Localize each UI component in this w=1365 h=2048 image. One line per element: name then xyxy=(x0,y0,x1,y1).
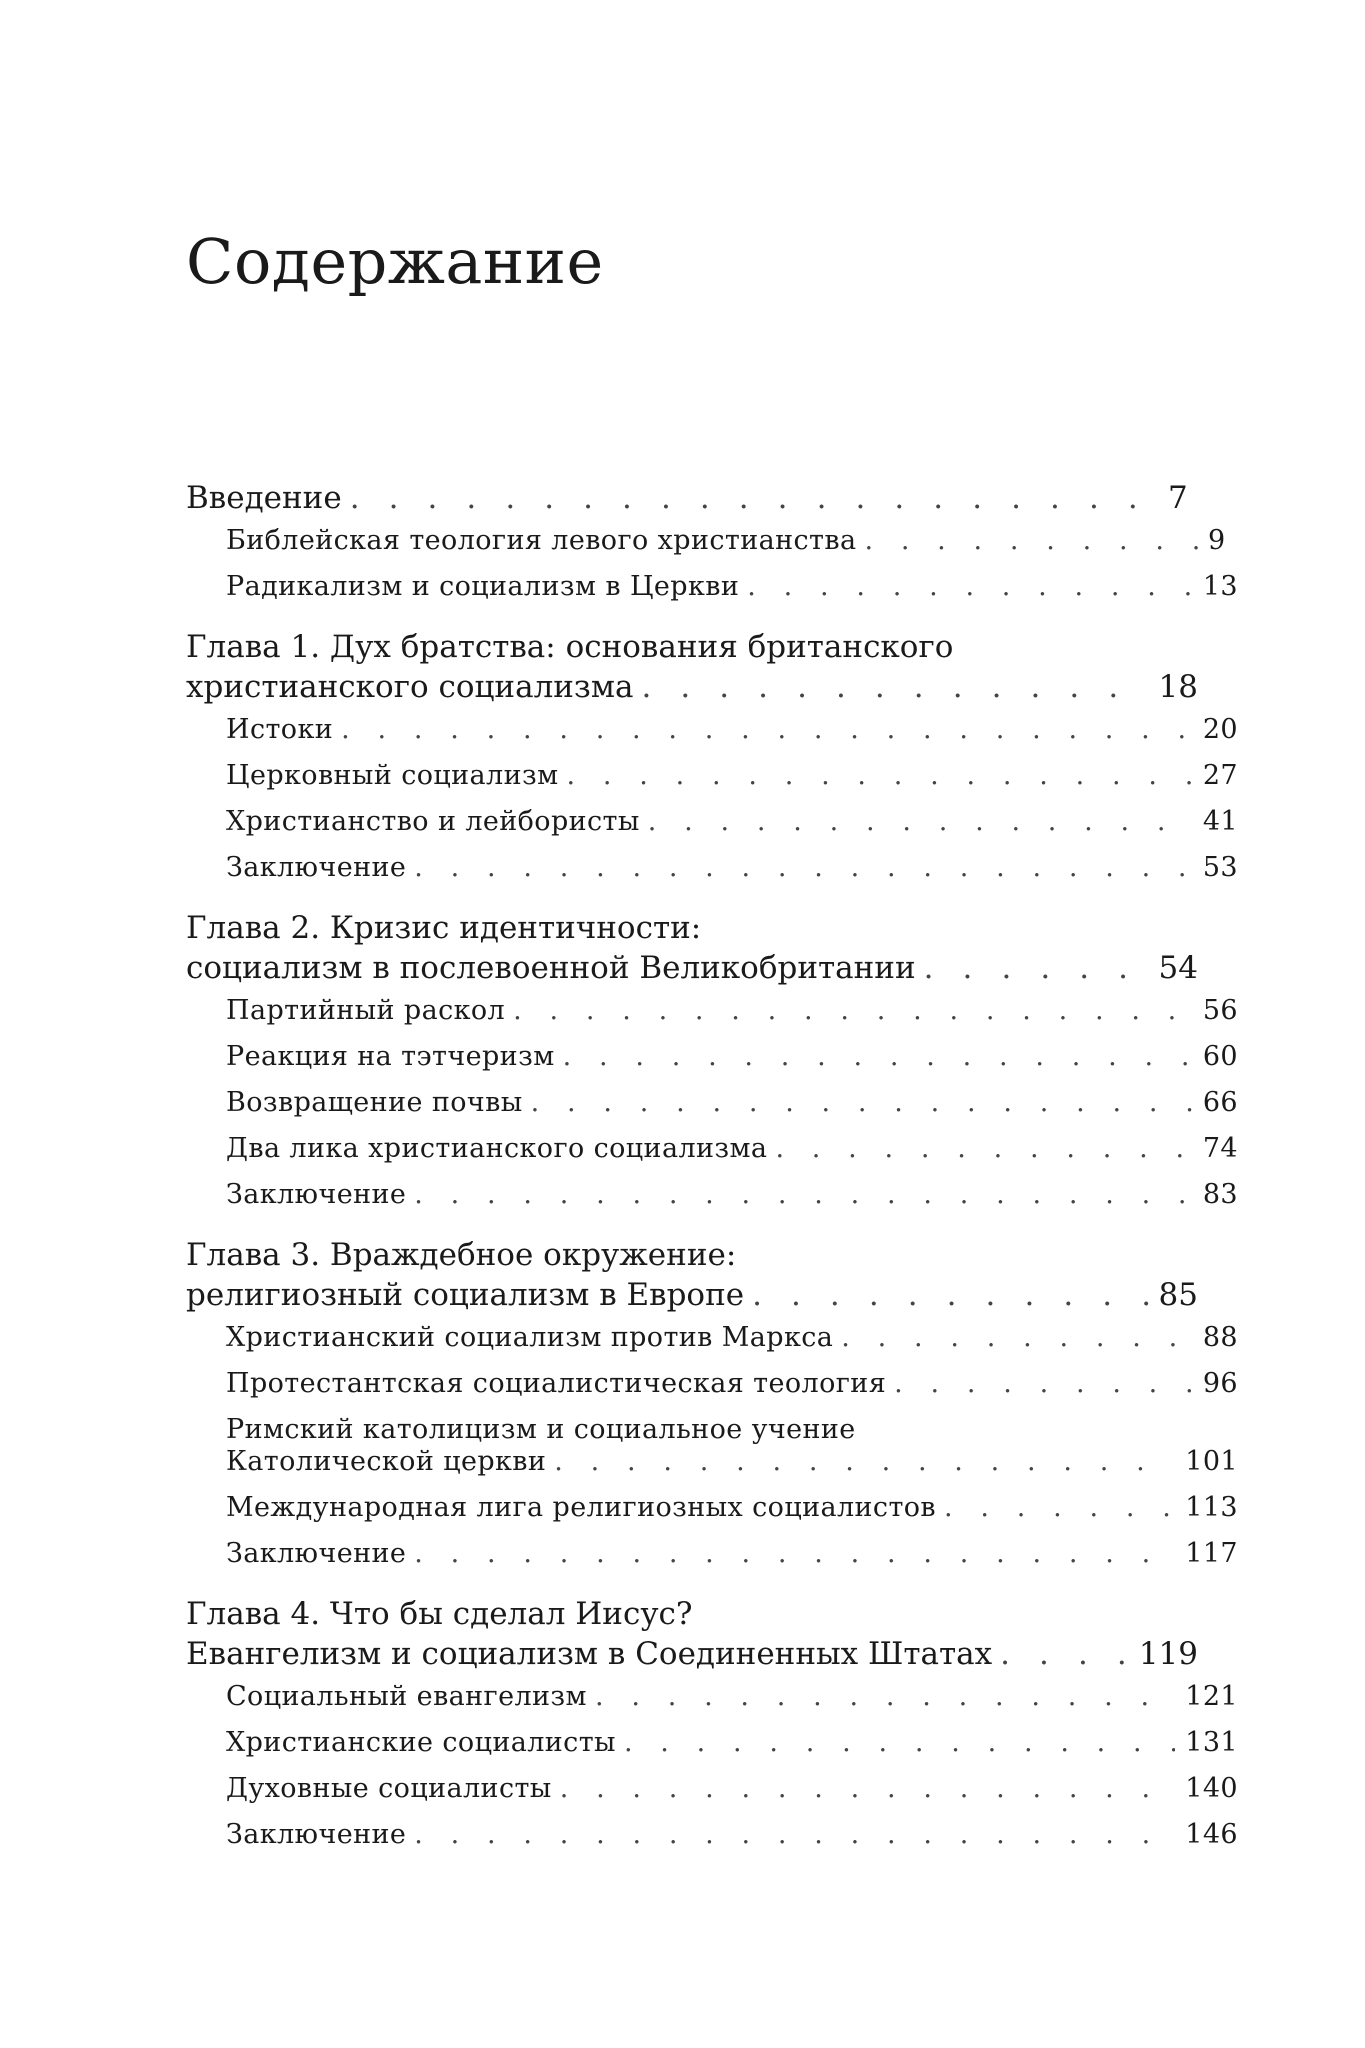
toc-page-number: 146 xyxy=(1185,1819,1238,1850)
toc-subentry-label-line1: Римский католицизм и социальное учение xyxy=(226,1414,856,1445)
toc-page-number: 131 xyxy=(1185,1727,1238,1758)
toc-subentry[interactable] xyxy=(186,1126,1238,1172)
toc-section-chapter-4 xyxy=(186,1595,1238,1858)
toc-subentry[interactable] xyxy=(186,1315,1238,1361)
toc-subentry-label: Реакция на тэтчеризм xyxy=(226,1041,555,1072)
toc-subentry[interactable] xyxy=(186,1361,1238,1407)
dot-leader xyxy=(563,1034,1193,1080)
toc-section-chapter-1 xyxy=(186,628,1238,891)
toc-subentry[interactable] xyxy=(186,1812,1238,1858)
dot-leader xyxy=(513,988,1193,1034)
toc-entry-chapter-4[interactable] xyxy=(186,1634,1198,1674)
toc-page-number: 56 xyxy=(1202,995,1238,1026)
toc-subentry-label: Социальный евангелизм xyxy=(226,1681,587,1712)
toc-subentry[interactable] xyxy=(186,1485,1238,1531)
dot-leader xyxy=(648,799,1193,845)
toc-subentry[interactable] xyxy=(186,1531,1238,1577)
toc-page-number: 60 xyxy=(1202,1041,1238,1072)
page-title: Содержание xyxy=(186,225,604,298)
toc-page-number: 74 xyxy=(1202,1133,1238,1164)
toc-entry-introduction[interactable] xyxy=(186,478,1198,518)
toc-subentry-label: Католической церкви xyxy=(226,1446,547,1477)
toc-subentry[interactable] xyxy=(186,1034,1238,1080)
dot-leader xyxy=(414,1531,1175,1577)
dot-leader xyxy=(864,518,1198,564)
toc-subentry[interactable] xyxy=(186,1172,1238,1218)
toc-subentry[interactable] xyxy=(186,988,1238,1034)
toc-page-number: 20 xyxy=(1202,714,1238,745)
toc-entry-chapter-1[interactable] xyxy=(186,667,1198,707)
dot-leader xyxy=(341,707,1193,753)
dot-leader xyxy=(554,1446,1175,1478)
toc-page-number: 117 xyxy=(1185,1538,1238,1569)
toc-subentry-label: Христианский социализм против Маркса xyxy=(226,1322,834,1353)
dot-leader xyxy=(924,948,1149,988)
dot-leader xyxy=(560,1766,1176,1812)
dot-leader xyxy=(414,845,1193,891)
toc-subentry-label: Заключение xyxy=(226,852,407,883)
toc-subentry-label: Два лика христианского социализма xyxy=(226,1133,768,1164)
toc-subentry[interactable] xyxy=(186,845,1238,891)
toc-page-number: 113 xyxy=(1185,1492,1238,1523)
toc-subentry-label: Возвращение почвы xyxy=(226,1087,523,1118)
toc-page-number: 66 xyxy=(1202,1087,1238,1118)
toc-page-number: 119 xyxy=(1138,1636,1198,1672)
dot-leader xyxy=(595,1674,1175,1720)
toc-subentry[interactable] xyxy=(186,1766,1238,1812)
toc-chapter-title-line2: религиозный социализм в Европе xyxy=(186,1277,745,1313)
toc-entry-label: Введение xyxy=(186,480,342,516)
dot-leader xyxy=(624,1720,1175,1766)
toc-subentry[interactable] xyxy=(186,707,1238,753)
toc-page-number: 85 xyxy=(1158,1277,1198,1313)
dot-leader xyxy=(944,1485,1175,1531)
toc-chapter-title-line2: Евангелизм и социализм в Соединенных Штатах xyxy=(186,1636,993,1672)
toc-subentry-label: Радикализм и социализм в Церкви xyxy=(226,571,740,602)
toc-page-number: 7 xyxy=(1168,480,1188,516)
toc-subentry[interactable] xyxy=(186,753,1238,799)
toc-page-number: 101 xyxy=(1185,1446,1238,1477)
toc-chapter-title-line1[interactable]: Глава 4. Что бы сделал Иисус? xyxy=(186,1596,693,1632)
toc-page-number: 140 xyxy=(1185,1773,1238,1804)
toc-subentry-label: Истоки xyxy=(226,714,334,745)
toc-subentry[interactable] xyxy=(186,799,1238,845)
toc-page-number: 13 xyxy=(1202,571,1238,602)
toc-subentry[interactable] xyxy=(186,564,1238,610)
toc-chapter-title-line1[interactable]: Глава 3. Враждебное окружение: xyxy=(186,1237,737,1273)
toc-subentry-label: Христианские социалисты xyxy=(226,1727,616,1758)
toc-subentry-label: Партийный раскол xyxy=(226,995,506,1026)
dot-leader xyxy=(567,753,1193,799)
dot-leader xyxy=(841,1315,1193,1361)
dot-leader xyxy=(350,478,1158,518)
dot-leader xyxy=(414,1812,1175,1858)
toc-page-number: 53 xyxy=(1202,852,1238,883)
dot-leader xyxy=(775,1126,1192,1172)
toc-chapter-title-line1[interactable]: Глава 1. Дух братства: основания британского xyxy=(186,629,954,665)
toc-page-number: 54 xyxy=(1158,950,1198,986)
toc-subentry-label: Заключение xyxy=(226,1819,407,1850)
dot-leader xyxy=(531,1080,1193,1126)
dot-leader xyxy=(894,1361,1193,1407)
toc-page-number: 18 xyxy=(1158,669,1198,705)
toc-subentry-label: Церковный социализм xyxy=(226,760,559,791)
toc-subentry-label: Протестантская социалистическая теология xyxy=(226,1368,887,1399)
toc-subentry-label: Христианство и лейбористы xyxy=(226,806,640,837)
toc-subentry[interactable] xyxy=(186,1080,1238,1126)
dot-leader xyxy=(747,564,1193,610)
toc-page-number: 27 xyxy=(1202,760,1238,791)
dot-leader xyxy=(1000,1634,1129,1674)
toc-section-chapter-2 xyxy=(186,909,1238,1218)
dot-leader xyxy=(641,667,1148,707)
toc-section-chapter-3 xyxy=(186,1236,1238,1577)
toc-subentry[interactable] xyxy=(186,1674,1238,1720)
toc-chapter-title-line1[interactable]: Глава 2. Кризис идентичности: xyxy=(186,910,702,946)
toc-chapter-title-line2: социализм в послевоенной Великобритании xyxy=(186,950,916,986)
toc-section-introduction xyxy=(186,478,1238,610)
dot-leader xyxy=(752,1275,1148,1315)
dot-leader xyxy=(414,1172,1193,1218)
toc-page-number: 88 xyxy=(1202,1322,1238,1353)
toc-subentry-label: Заключение xyxy=(226,1179,407,1210)
table-of-contents xyxy=(186,478,1238,1858)
toc-subentry-multiline[interactable] xyxy=(186,1414,1238,1478)
toc-entry-chapter-2[interactable] xyxy=(186,948,1198,988)
toc-subentry-label: Заключение xyxy=(226,1538,407,1569)
toc-subentry xyxy=(186,1446,1238,1478)
toc-subentry[interactable] xyxy=(186,1720,1238,1766)
toc-subentry-label: Международная лига религиозных социалистов xyxy=(226,1492,937,1523)
toc-subentry-label: Библейская теология левого христианства xyxy=(226,525,857,556)
toc-page-number: 9 xyxy=(1208,525,1226,556)
toc-page-number: 96 xyxy=(1202,1368,1238,1399)
toc-subentry-label: Духовные социалисты xyxy=(226,1773,552,1804)
toc-page-number: 41 xyxy=(1202,806,1238,837)
toc-page-number: 121 xyxy=(1185,1681,1238,1712)
toc-chapter-title-line2: христианского социализма xyxy=(186,669,634,705)
toc-entry-chapter-3[interactable] xyxy=(186,1275,1198,1315)
toc-subentry[interactable] xyxy=(186,518,1238,564)
toc-page-number: 83 xyxy=(1202,1179,1238,1210)
